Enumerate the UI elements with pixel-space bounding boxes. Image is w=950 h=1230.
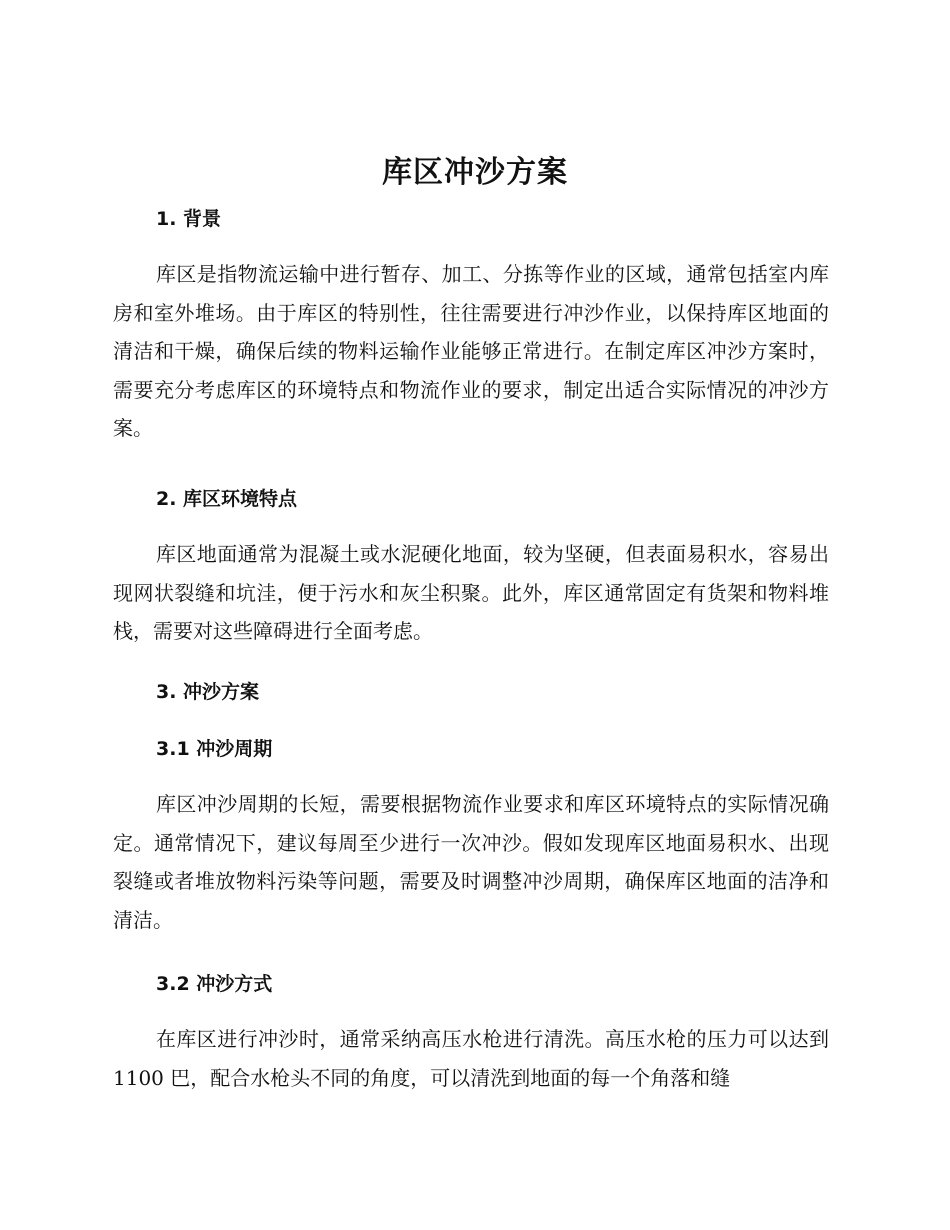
section-paragraph-environment: 库区地面通常为混凝土或水泥硬化地面，较为坚硬，但表面易积水，容易出现网状裂缝和坑洼，便于污水和灰尘积聚。此外，库区通常固定有货架和物料堆栈，需要对这些障碍进行全面考虑。 bbox=[113, 542, 829, 643]
section-paragraph-background: 库区是指物流运输中进行暂存、加工、分拣等作业的区域，通常包括室内库房和室外堆场。由于库区的特别性，往往需要进行冲沙作业，以保持库区地面的清洁和干燥，确保后续的物料运输作业能够正常进行。在制定库区冲沙方案时，需要充分考虑库区的环境特点和物流作业的要求，制定出适合实际情况的冲沙方案。 bbox=[113, 262, 829, 440]
section-heading-flushing-cycle: 3.1 冲沙周期 bbox=[156, 738, 273, 760]
section-heading-flushing-method: 3.2 冲沙方式 bbox=[156, 973, 273, 995]
section-paragraph-flushing-method: 在库区进行冲沙时，通常采纳高压水枪进行清洗。高压水枪的压力可以达到 1100 巴，配合水枪头不同的角度，可以清洗到地面的每一个角落和缝 bbox=[113, 1027, 829, 1090]
section-heading-flushing-plan: 3. 冲沙方案 bbox=[156, 681, 260, 703]
section-paragraph-flushing-cycle: 库区冲沙周期的长短，需要根据物流作业要求和库区环境特点的实际情况确定。通常情况下，建议每周至少进行一次冲沙。假如发现库区地面易积水、出现裂缝或者堆放物料污染等问题，需要及时调整冲沙周期，确保库区地面的洁净和清洁。 bbox=[113, 792, 829, 932]
document-title: 库区冲沙方案 bbox=[382, 155, 568, 190]
section-heading-background: 1. 背景 bbox=[156, 208, 222, 230]
section-heading-environment: 2. 库区环境特点 bbox=[156, 488, 298, 510]
